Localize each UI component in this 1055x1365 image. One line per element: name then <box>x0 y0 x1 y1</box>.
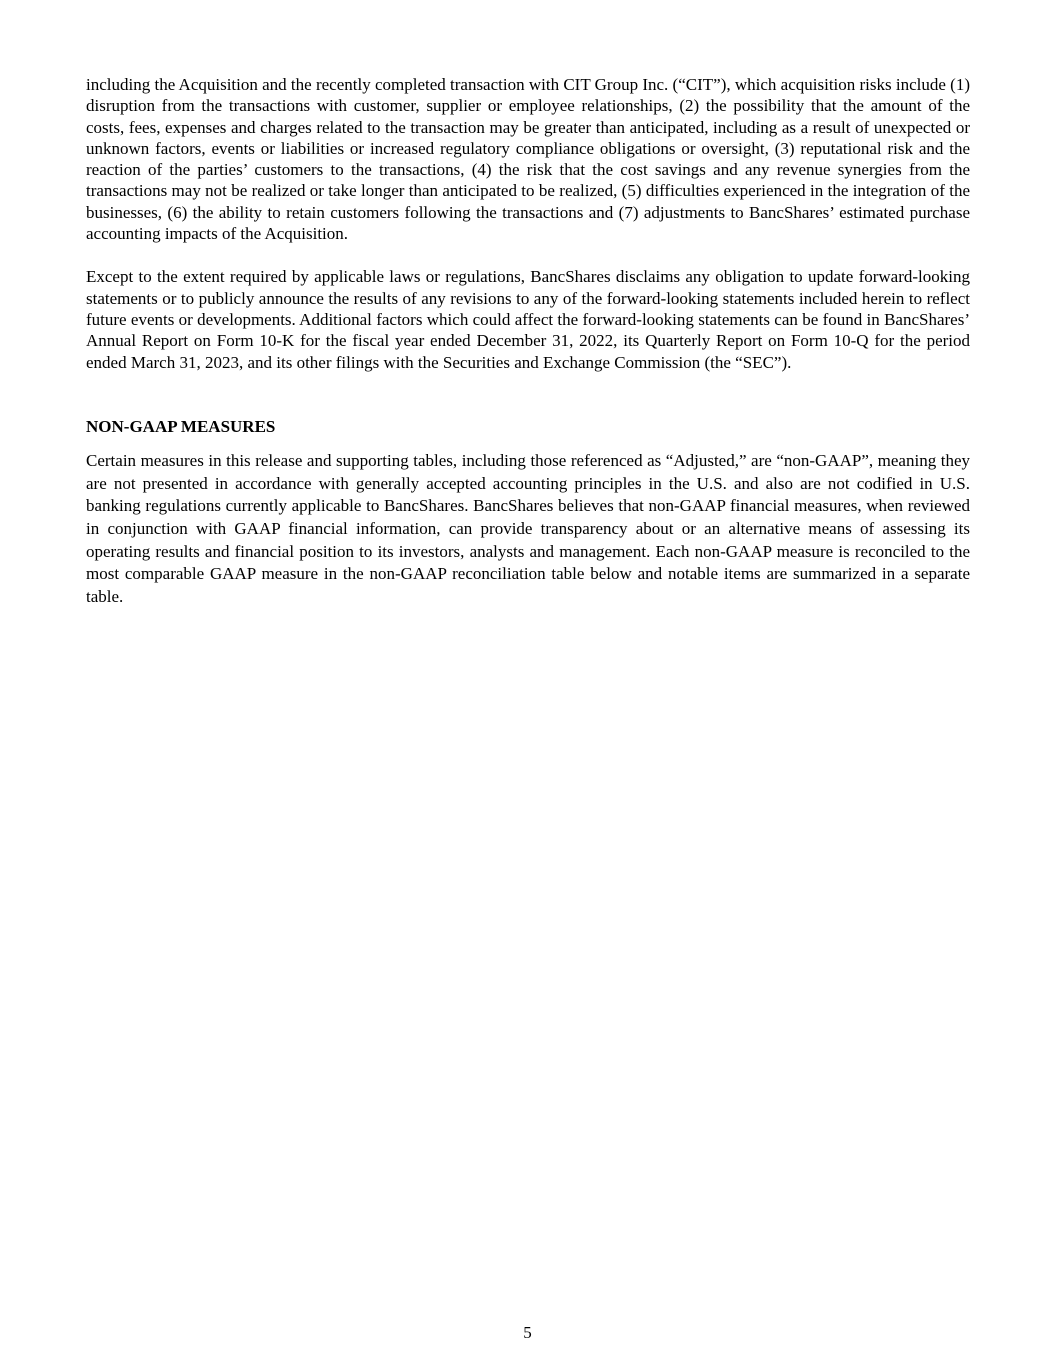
non-gaap-heading: NON-GAAP MEASURES <box>86 416 276 436</box>
page-content <box>86 74 970 609</box>
forward-looking-disclaimer-paragraph: Except to the extent required by applicable laws or regulations, BancShares disclaims any obligation to update forward-looking statements or to publicly announce the results of any revisions to any of the forward-looking statements included herein to reflect future events or developments. Additional factors which could affect the forward-looking statements can be found in BancShares’ Annual Report on Form 10-K for the fiscal year ended December 31, 2022, its Quarterly Report on Form 10-Q for the period ended March 31, 2023, and its other filings with the Securities and Exchange Commission (the “SEC”). <box>86 267 970 372</box>
acquisition-risks-paragraph: including the Acquisition and the recently completed transaction with CIT Group Inc. (“CIT”), which acquisition risks include (1) disruption from the transactions with customer, supplier or employee relationships, (2) the possibility that the amount of the costs, fees, expenses and charges related to the transaction may be greater than anticipated, including as a result of unexpected or unknown factors, events or liabilities or increased regulatory compliance obligations or oversight, (3) reputational risk and the reaction of the parties’ customers to the transactions, (4) the risk that the cost savings and any revenue synergies from the transactions may not be realized or take longer than anticipated to be realized, (5) difficulties experienced in the integration of the businesses, (6) the ability to retain customers following the transactions and (7) adjustments to BancShares’ estimated purchase accounting impacts of the Acquisition. <box>86 75 970 244</box>
non-gaap-paragraph: Certain measures in this release and supporting tables, including those referenced as “Adjusted,” are “non-GAAP”, meaning they are not presented in accordance with generally accepted accounting principles in the U.S. and also are not codified in U.S. banking regulations currently applicable to BancShares. BancShares believes that non-GAAP financial measures, when reviewed in conjunction with GAAP financial information, can provide transparency about or an alternative means of assessing its operating results and financial position to its investors, analysts and management. Each non-GAAP measure is reconciled to the most comparable GAAP measure in the non-GAAP reconciliation table below and notable items are summarized in a separate table. <box>86 450 970 607</box>
page-number: 5 <box>523 1323 532 1342</box>
